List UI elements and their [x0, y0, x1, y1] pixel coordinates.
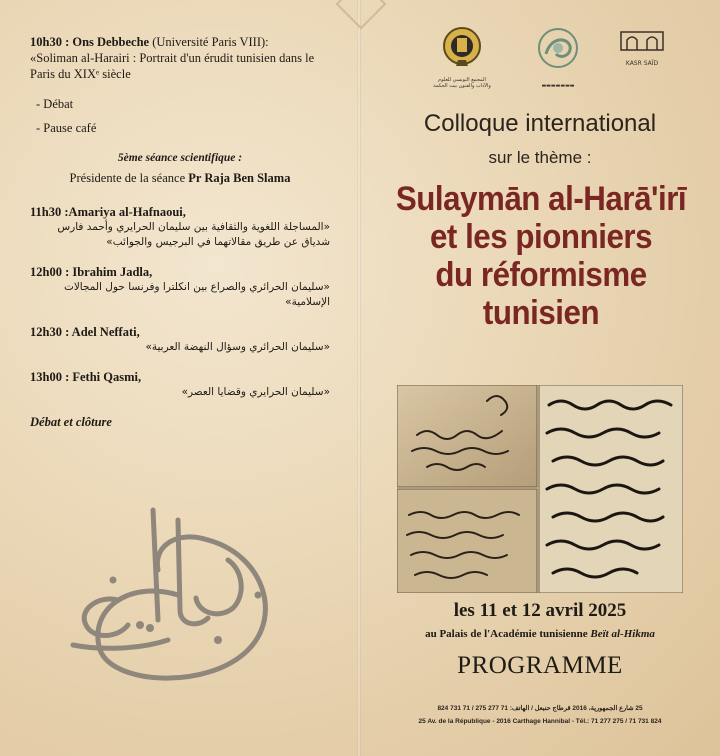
entry-time-speaker: 10h30 : Ons Debbeche: [30, 35, 150, 49]
entry-time-speaker: 13h00 : Fethi Qasmi,: [30, 370, 142, 384]
entry-talk: «سليمان الحرائري وسؤال النهضة العربية»: [145, 341, 330, 353]
address-arabic: 25 شارع الجمهورية، 2016 قرطاج حنبعل / الهاتف: 71 277 275 / 71 731 824: [437, 705, 643, 712]
program-entry: [30, 264, 330, 310]
academy-logo-caption: المجمع التونسي للعلوم والآداب والفنون بيت الحكمة: [433, 77, 491, 89]
entry-time-speaker: 12h00 : Ibrahim Jadla,: [30, 265, 153, 279]
program-column: [30, 34, 330, 430]
president-name: Pr Raja Ben Slama: [188, 171, 291, 185]
entry-talk: «سليمان الحرائري والصراع بين انكلترا وفرنسا حول المجالات الإسلامية»: [63, 281, 330, 308]
title-line: tunisien: [482, 294, 600, 332]
session-title: 5ème séance scientifique :: [117, 152, 243, 164]
kasr-said-logo: [610, 26, 674, 67]
venue-prefix: au Palais de l'Académie tunisienne: [425, 628, 591, 640]
center-logo-lines: ▬▬▬▬▬▬▬: [541, 83, 575, 89]
event-dates: les 11 et 12 avril 2025: [453, 600, 627, 621]
academy-logo: [430, 26, 494, 89]
venue-name: Beït al-Hikma: [590, 628, 655, 640]
palace-icon: [617, 26, 667, 54]
president-label: Présidente de la séance: [69, 171, 189, 185]
center-logo: [526, 26, 590, 89]
colloque-heading: Colloque international: [423, 110, 657, 137]
entry-talk: «المساجلة اللغوية والثقافية بين سليمان الحرايري وأحمد فارس شدياق عن طريق مقالاتهما في البرجيس والجوائب»: [57, 221, 330, 248]
kasr-said-name: KASR SAÏD: [625, 60, 659, 67]
theme-label: sur le thème :: [488, 148, 592, 167]
program-entry: [30, 369, 330, 400]
title-line: Sulaymān al-Harā'irī: [395, 180, 687, 218]
swirl-emblem-icon: [536, 26, 580, 70]
logo-strip: [430, 26, 700, 106]
page-fold: [357, 0, 361, 756]
break-debat: - Débat: [36, 97, 74, 111]
closing-label: Débat et clôture: [30, 415, 112, 429]
programme-label: PROGRAMME: [457, 652, 623, 679]
entry-talk: «سليمان الحرايري وقضايا العصر»: [181, 386, 330, 398]
decorative-diamond: [336, 0, 387, 29]
address-french: 25 Av. de la République - 2016 Carthage Hannibal - Tél.: 71 277 275 / 71 731 824: [418, 718, 662, 725]
entry-time-speaker: 12h30 : Adel Neffati,: [30, 325, 140, 339]
manuscript-collage: [397, 385, 683, 593]
program-entry: [30, 204, 330, 250]
break-pause: - Pause café: [36, 121, 97, 135]
entry-time-speaker: 11h30 :Amariya al-Hafnaoui,: [30, 205, 186, 219]
title-line: du réformisme: [435, 256, 647, 294]
program-entry: [30, 34, 330, 82]
program-entry: [30, 324, 330, 355]
session-president: [30, 170, 330, 186]
title-line: et les pionniers: [429, 218, 653, 256]
entry-affiliation: (Université Paris VIII):: [149, 35, 269, 49]
calligraphy-emblem: [58, 500, 288, 690]
colloque-title: [391, 180, 691, 332]
academy-emblem-icon: [442, 26, 482, 70]
entry-talk: «Soliman al-Harairi : Portrait d'un érudit tunisien dans le Paris du XIXᵉ siècle: [30, 51, 315, 81]
event-venue: [380, 628, 700, 640]
